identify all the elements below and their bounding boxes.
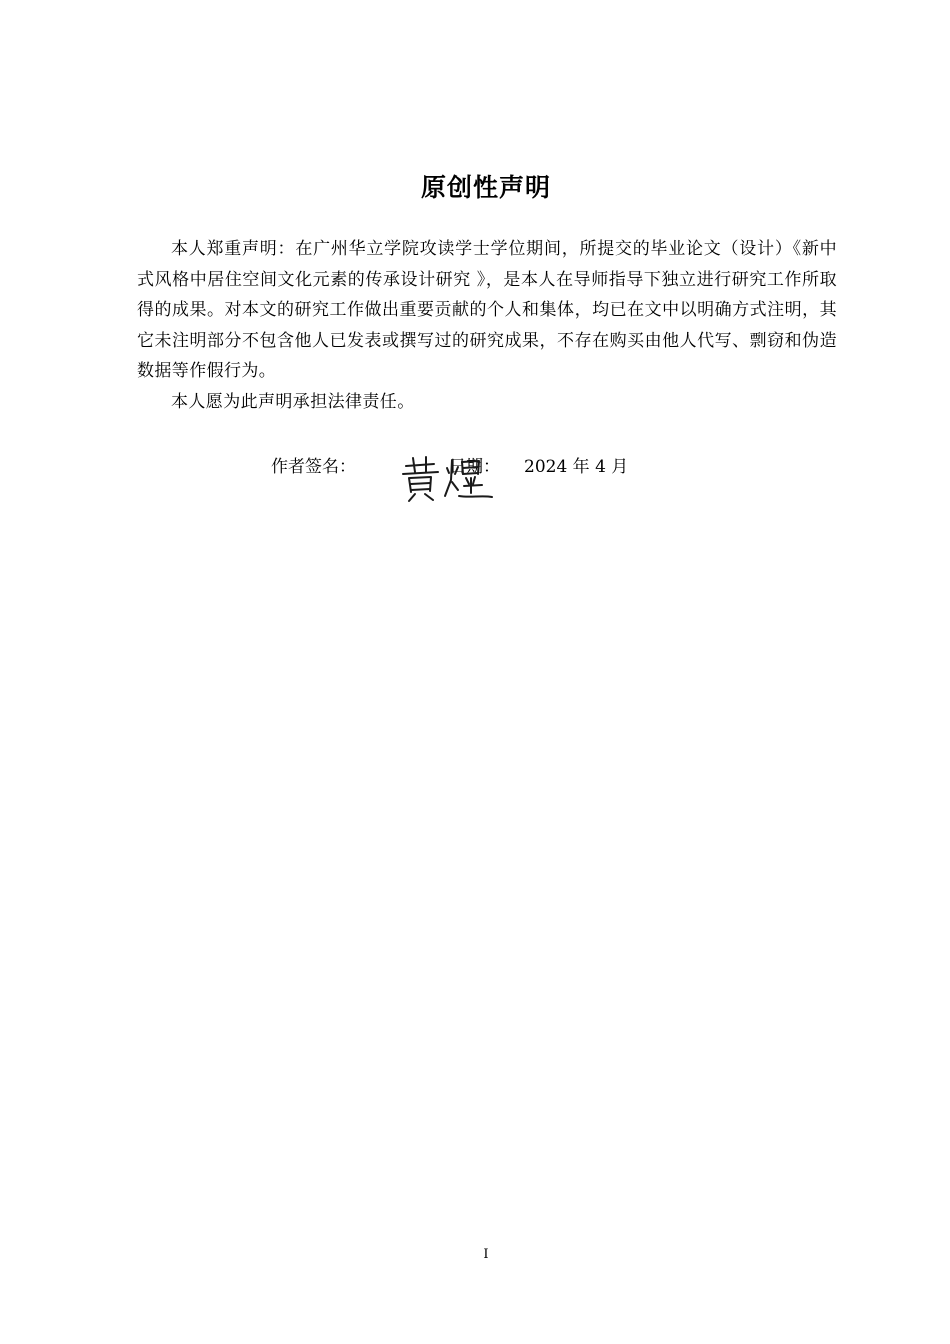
date-value: 2024 年 4 月 — [524, 457, 629, 477]
author-signature-label: 作者签名： — [271, 457, 356, 477]
declaration-paragraph: 本人郑重声明：在广州华立学院攻读学士学位期间，所提交的毕业论文（设计）《新中式风格中居住空间文化元素的传承设计研究 》，是本人在导师指导下独立进行研究工作所取得的成果。对本文的研究工作做出重要贡献的个人和集体，均已在文中以明确方式注明，其它未注明部分不包含他人已发表或撰写过的研究成果，不存在购买由他人代写、剽窃和伪造数据等作假行为。 — [137, 239, 837, 381]
page-title: 原创性声明 — [420, 173, 551, 202]
page-number: I — [483, 1247, 489, 1262]
handwritten-signature — [400, 454, 496, 504]
date-label: 日期： — [449, 457, 500, 477]
responsibility-paragraph: 本人愿为此声明承担法律责任。 — [171, 391, 415, 412]
declaration-body — [137, 234, 837, 417]
